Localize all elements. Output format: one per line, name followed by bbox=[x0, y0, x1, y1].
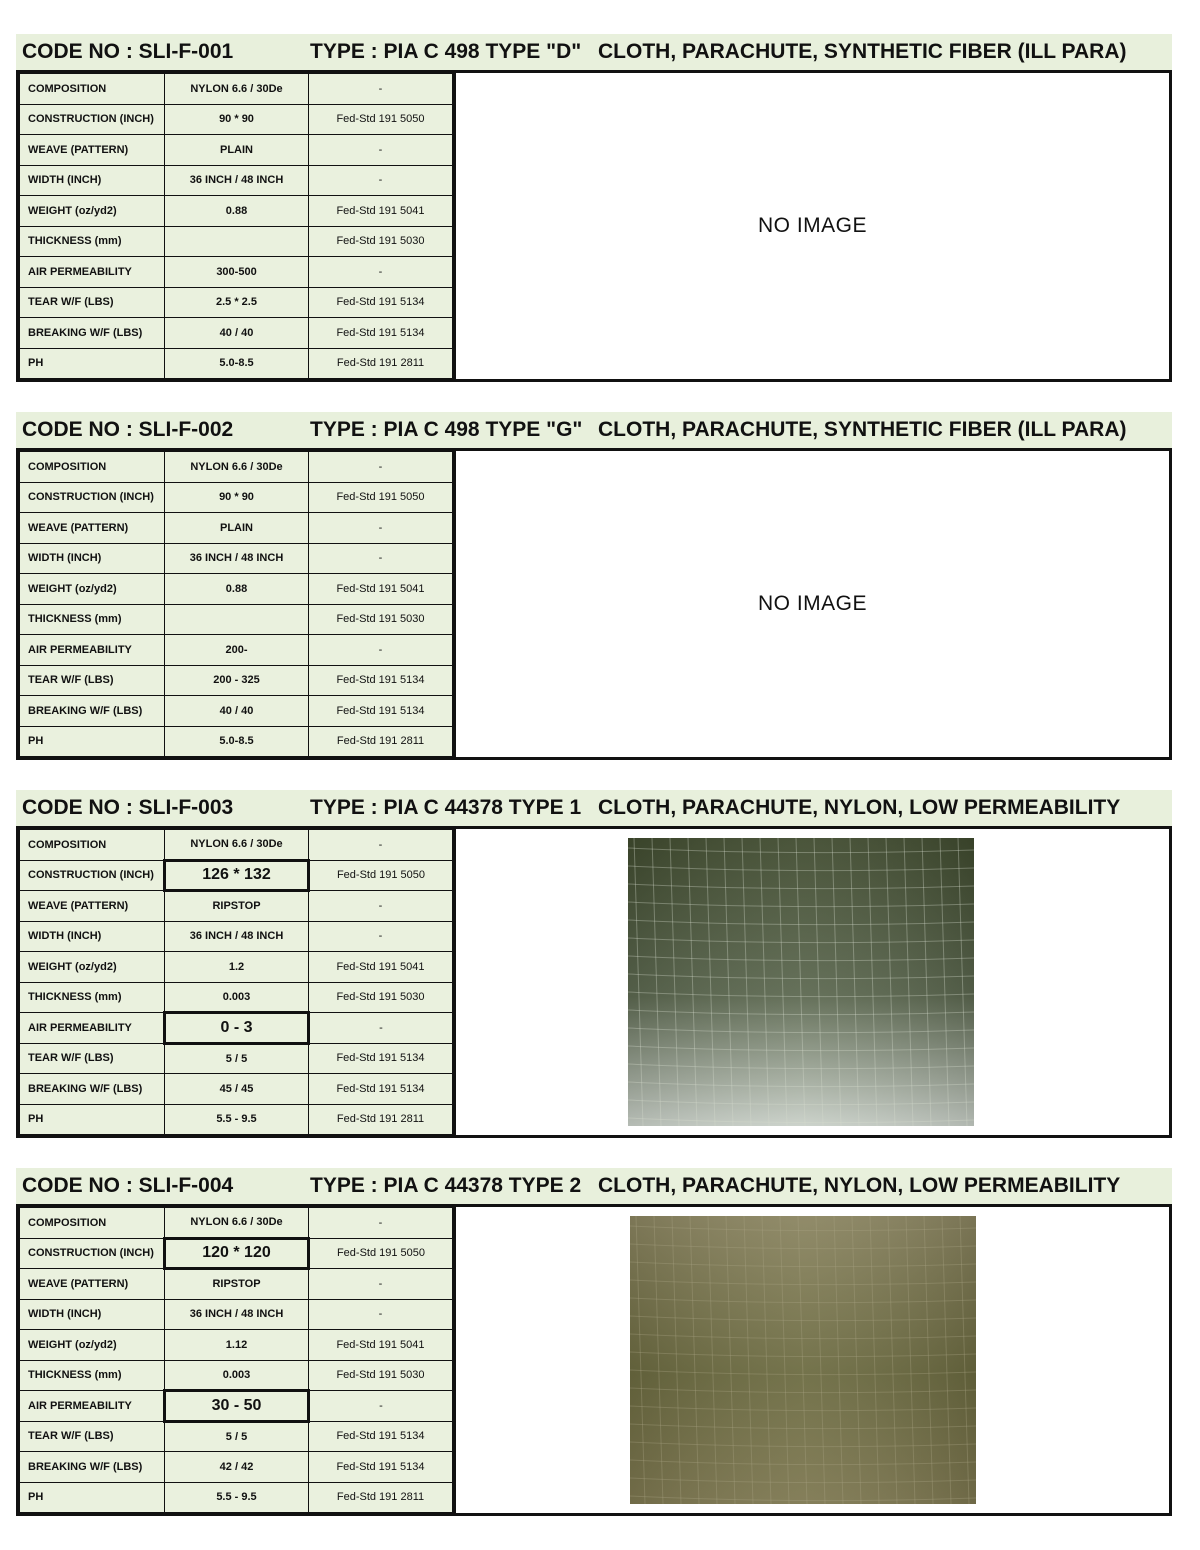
spec-value: 42 / 42 bbox=[165, 1452, 309, 1483]
spec-label: TEAR W/F (LBS) bbox=[20, 665, 165, 696]
spec-label: WIDTH (INCH) bbox=[20, 165, 165, 196]
table-row bbox=[20, 1238, 453, 1269]
spec-value: NYLON 6.6 / 30De bbox=[165, 74, 309, 105]
spec-label: AIR PERMEABILITY bbox=[20, 1391, 165, 1422]
table-row bbox=[20, 1360, 453, 1391]
table-row bbox=[20, 891, 453, 922]
spec-value: 0.003 bbox=[165, 982, 309, 1013]
section-body bbox=[16, 1204, 1172, 1516]
spec-section bbox=[16, 34, 1172, 382]
test-standard: - bbox=[309, 1391, 453, 1422]
table-row bbox=[20, 860, 453, 891]
spec-table bbox=[19, 829, 453, 1135]
test-standard: Fed-Std 191 5134 bbox=[309, 696, 453, 727]
test-standard: Fed-Std 191 2811 bbox=[309, 726, 453, 757]
spec-label: CONSTRUCTION (INCH) bbox=[20, 104, 165, 135]
table-row bbox=[20, 1104, 453, 1135]
table-row bbox=[20, 830, 453, 861]
spec-label: AIR PERMEABILITY bbox=[20, 1013, 165, 1044]
test-standard: Fed-Std 191 5134 bbox=[309, 1043, 453, 1074]
test-standard: Fed-Std 191 2811 bbox=[309, 348, 453, 379]
spec-value: 0.003 bbox=[165, 1360, 309, 1391]
fabric-image-area bbox=[453, 451, 1169, 757]
spec-value: 5 / 5 bbox=[165, 1043, 309, 1074]
spec-value: PLAIN bbox=[165, 135, 309, 166]
spec-label: WEIGHT (oz/yd2) bbox=[20, 196, 165, 227]
spec-label: BREAKING W/F (LBS) bbox=[20, 1452, 165, 1483]
spec-table bbox=[19, 73, 453, 379]
spec-label: PH bbox=[20, 1482, 165, 1513]
spec-value: 36 INCH / 48 INCH bbox=[165, 543, 309, 574]
table-row bbox=[20, 1482, 453, 1513]
spec-label: BREAKING W/F (LBS) bbox=[20, 696, 165, 727]
spec-label: THICKNESS (mm) bbox=[20, 982, 165, 1013]
spec-label: WIDTH (INCH) bbox=[20, 921, 165, 952]
spec-value: 0.88 bbox=[165, 574, 309, 605]
section-body bbox=[16, 70, 1172, 382]
spec-label: CONSTRUCTION (INCH) bbox=[20, 482, 165, 513]
test-standard: - bbox=[309, 1299, 453, 1330]
section-body bbox=[16, 826, 1172, 1138]
section-header bbox=[16, 1168, 1172, 1204]
test-standard: Fed-Std 191 5041 bbox=[309, 574, 453, 605]
type-label: TYPE : PIA C 498 TYPE "D" bbox=[310, 40, 582, 63]
test-standard: Fed-Std 191 5050 bbox=[309, 860, 453, 891]
spec-value: 5.5 - 9.5 bbox=[165, 1104, 309, 1135]
spec-label: TEAR W/F (LBS) bbox=[20, 1043, 165, 1074]
spec-value: 0 - 3 bbox=[165, 1013, 309, 1044]
code-no: CODE NO : SLI-F-002 bbox=[22, 418, 234, 441]
table-row bbox=[20, 74, 453, 105]
type-label: TYPE : PIA C 44378 TYPE 2 bbox=[310, 1174, 582, 1197]
description: CLOTH, PARACHUTE, NYLON, LOW PERMEABILITY bbox=[598, 1174, 1121, 1197]
spec-value bbox=[165, 226, 309, 257]
spec-label: COMPOSITION bbox=[20, 1208, 165, 1239]
test-standard: - bbox=[309, 257, 453, 288]
description: CLOTH, PARACHUTE, NYLON, LOW PERMEABILITY bbox=[598, 796, 1121, 819]
test-standard: Fed-Std 191 5030 bbox=[309, 226, 453, 257]
fabric-image-area bbox=[453, 829, 1169, 1135]
table-row bbox=[20, 635, 453, 666]
spec-label: BREAKING W/F (LBS) bbox=[20, 1074, 165, 1105]
spec-value: 90 * 90 bbox=[165, 482, 309, 513]
test-standard: Fed-Std 191 5050 bbox=[309, 1238, 453, 1269]
fabric-image-area bbox=[453, 1207, 1169, 1513]
table-row bbox=[20, 1330, 453, 1361]
table-row bbox=[20, 1391, 453, 1422]
spec-label: WEAVE (PATTERN) bbox=[20, 891, 165, 922]
test-standard: - bbox=[309, 635, 453, 666]
spec-value: 300-500 bbox=[165, 257, 309, 288]
section-body bbox=[16, 448, 1172, 760]
spec-value: 36 INCH / 48 INCH bbox=[165, 1299, 309, 1330]
no-image-text: NO IMAGE bbox=[757, 592, 867, 615]
table-row bbox=[20, 348, 453, 379]
table-row bbox=[20, 196, 453, 227]
test-standard: Fed-Std 191 5134 bbox=[309, 1452, 453, 1483]
spec-value: 126 * 132 bbox=[165, 860, 309, 891]
spec-label: THICKNESS (mm) bbox=[20, 226, 165, 257]
spec-label: AIR PERMEABILITY bbox=[20, 257, 165, 288]
test-standard: - bbox=[309, 921, 453, 952]
test-standard: Fed-Std 191 5134 bbox=[309, 287, 453, 318]
code-no: CODE NO : SLI-F-004 bbox=[22, 1174, 234, 1197]
spec-value: NYLON 6.6 / 30De bbox=[165, 830, 309, 861]
spec-label: CONSTRUCTION (INCH) bbox=[20, 1238, 165, 1269]
fabric-swatch-image bbox=[630, 1216, 976, 1504]
spec-value: 90 * 90 bbox=[165, 104, 309, 135]
spec-value: PLAIN bbox=[165, 513, 309, 544]
test-standard: Fed-Std 191 5041 bbox=[309, 1330, 453, 1361]
table-row bbox=[20, 543, 453, 574]
spec-value: 40 / 40 bbox=[165, 696, 309, 727]
test-standard: Fed-Std 191 5041 bbox=[309, 196, 453, 227]
spec-label: WEAVE (PATTERN) bbox=[20, 135, 165, 166]
spec-table bbox=[19, 451, 453, 757]
spec-label: THICKNESS (mm) bbox=[20, 604, 165, 635]
spec-label: COMPOSITION bbox=[20, 74, 165, 105]
spec-value: 40 / 40 bbox=[165, 318, 309, 349]
table-row bbox=[20, 1074, 453, 1105]
table-row bbox=[20, 135, 453, 166]
table-row bbox=[20, 1208, 453, 1239]
spec-value bbox=[165, 604, 309, 635]
table-row bbox=[20, 1269, 453, 1300]
test-standard: - bbox=[309, 1269, 453, 1300]
section-header bbox=[16, 34, 1172, 70]
table-row bbox=[20, 513, 453, 544]
spec-label: CONSTRUCTION (INCH) bbox=[20, 860, 165, 891]
spec-label: THICKNESS (mm) bbox=[20, 1360, 165, 1391]
table-row bbox=[20, 1452, 453, 1483]
spec-value: 45 / 45 bbox=[165, 1074, 309, 1105]
test-standard: Fed-Std 191 5030 bbox=[309, 604, 453, 635]
spec-sheet bbox=[16, 34, 1172, 1546]
spec-label: COMPOSITION bbox=[20, 452, 165, 483]
spec-label: TEAR W/F (LBS) bbox=[20, 1421, 165, 1452]
test-standard: Fed-Std 191 2811 bbox=[309, 1104, 453, 1135]
test-standard: Fed-Std 191 5050 bbox=[309, 482, 453, 513]
code-no: CODE NO : SLI-F-003 bbox=[22, 796, 234, 819]
spec-label: TEAR W/F (LBS) bbox=[20, 287, 165, 318]
test-standard: - bbox=[309, 830, 453, 861]
spec-label: PH bbox=[20, 1104, 165, 1135]
spec-value: 200- bbox=[165, 635, 309, 666]
test-standard: - bbox=[309, 513, 453, 544]
test-standard: - bbox=[309, 891, 453, 922]
table-row bbox=[20, 226, 453, 257]
fabric-image-area bbox=[453, 73, 1169, 379]
spec-value: 2.5 * 2.5 bbox=[165, 287, 309, 318]
spec-value: 5.0-8.5 bbox=[165, 726, 309, 757]
table-row bbox=[20, 104, 453, 135]
no-image-text: NO IMAGE bbox=[757, 214, 867, 237]
test-standard: Fed-Std 191 5134 bbox=[309, 1074, 453, 1105]
spec-value: 30 - 50 bbox=[165, 1391, 309, 1422]
spec-label: PH bbox=[20, 348, 165, 379]
table-row bbox=[20, 574, 453, 605]
spec-label: WEAVE (PATTERN) bbox=[20, 513, 165, 544]
table-row bbox=[20, 1421, 453, 1452]
test-standard: - bbox=[309, 1208, 453, 1239]
spec-label: WIDTH (INCH) bbox=[20, 543, 165, 574]
test-standard: Fed-Std 191 5030 bbox=[309, 982, 453, 1013]
test-standard: Fed-Std 191 5134 bbox=[309, 1421, 453, 1452]
table-row bbox=[20, 257, 453, 288]
table-row bbox=[20, 1043, 453, 1074]
spec-label: WEIGHT (oz/yd2) bbox=[20, 952, 165, 983]
table-row bbox=[20, 604, 453, 635]
test-standard: - bbox=[309, 452, 453, 483]
table-row bbox=[20, 952, 453, 983]
spec-value: 0.88 bbox=[165, 196, 309, 227]
spec-value: 200 - 325 bbox=[165, 665, 309, 696]
spec-value: 5.5 - 9.5 bbox=[165, 1482, 309, 1513]
spec-value: RIPSTOP bbox=[165, 891, 309, 922]
description: CLOTH, PARACHUTE, SYNTHETIC FIBER (ILL PARA) bbox=[598, 418, 1127, 441]
fabric-swatch-image bbox=[628, 838, 974, 1126]
test-standard: - bbox=[309, 1013, 453, 1044]
code-no: CODE NO : SLI-F-001 bbox=[22, 40, 234, 63]
test-standard: Fed-Std 191 5134 bbox=[309, 318, 453, 349]
spec-label: WIDTH (INCH) bbox=[20, 1299, 165, 1330]
test-standard: - bbox=[309, 74, 453, 105]
type-label: TYPE : PIA C 498 TYPE "G" bbox=[310, 418, 583, 441]
spec-value: NYLON 6.6 / 30De bbox=[165, 452, 309, 483]
test-standard: Fed-Std 191 5041 bbox=[309, 952, 453, 983]
test-standard: - bbox=[309, 543, 453, 574]
spec-value: 1.12 bbox=[165, 1330, 309, 1361]
spec-table bbox=[19, 1207, 453, 1513]
spec-label: WEAVE (PATTERN) bbox=[20, 1269, 165, 1300]
table-row bbox=[20, 1013, 453, 1044]
table-row bbox=[20, 726, 453, 757]
test-standard: Fed-Std 191 5050 bbox=[309, 104, 453, 135]
section-header bbox=[16, 412, 1172, 448]
table-row bbox=[20, 1299, 453, 1330]
table-row bbox=[20, 665, 453, 696]
test-standard: Fed-Std 191 2811 bbox=[309, 1482, 453, 1513]
spec-label: WEIGHT (oz/yd2) bbox=[20, 574, 165, 605]
type-label: TYPE : PIA C 44378 TYPE 1 bbox=[310, 796, 582, 819]
test-standard: - bbox=[309, 135, 453, 166]
table-row bbox=[20, 287, 453, 318]
section-header bbox=[16, 790, 1172, 826]
spec-section bbox=[16, 412, 1172, 760]
test-standard: Fed-Std 191 5134 bbox=[309, 665, 453, 696]
table-row bbox=[20, 982, 453, 1013]
spec-section bbox=[16, 1168, 1172, 1516]
spec-value: 5 / 5 bbox=[165, 1421, 309, 1452]
spec-value: RIPSTOP bbox=[165, 1269, 309, 1300]
spec-section bbox=[16, 790, 1172, 1138]
spec-value: 36 INCH / 48 INCH bbox=[165, 165, 309, 196]
spec-value: 5.0-8.5 bbox=[165, 348, 309, 379]
spec-value: NYLON 6.6 / 30De bbox=[165, 1208, 309, 1239]
spec-label: BREAKING W/F (LBS) bbox=[20, 318, 165, 349]
description: CLOTH, PARACHUTE, SYNTHETIC FIBER (ILL PARA) bbox=[598, 40, 1127, 63]
spec-label: WEIGHT (oz/yd2) bbox=[20, 1330, 165, 1361]
spec-label: COMPOSITION bbox=[20, 830, 165, 861]
table-row bbox=[20, 482, 453, 513]
table-row bbox=[20, 452, 453, 483]
test-standard: Fed-Std 191 5030 bbox=[309, 1360, 453, 1391]
table-row bbox=[20, 318, 453, 349]
spec-value: 1.2 bbox=[165, 952, 309, 983]
spec-value: 36 INCH / 48 INCH bbox=[165, 921, 309, 952]
spec-label: PH bbox=[20, 726, 165, 757]
test-standard: - bbox=[309, 165, 453, 196]
spec-label: AIR PERMEABILITY bbox=[20, 635, 165, 666]
spec-value: 120 * 120 bbox=[165, 1238, 309, 1269]
table-row bbox=[20, 696, 453, 727]
table-row bbox=[20, 165, 453, 196]
table-row bbox=[20, 921, 453, 952]
